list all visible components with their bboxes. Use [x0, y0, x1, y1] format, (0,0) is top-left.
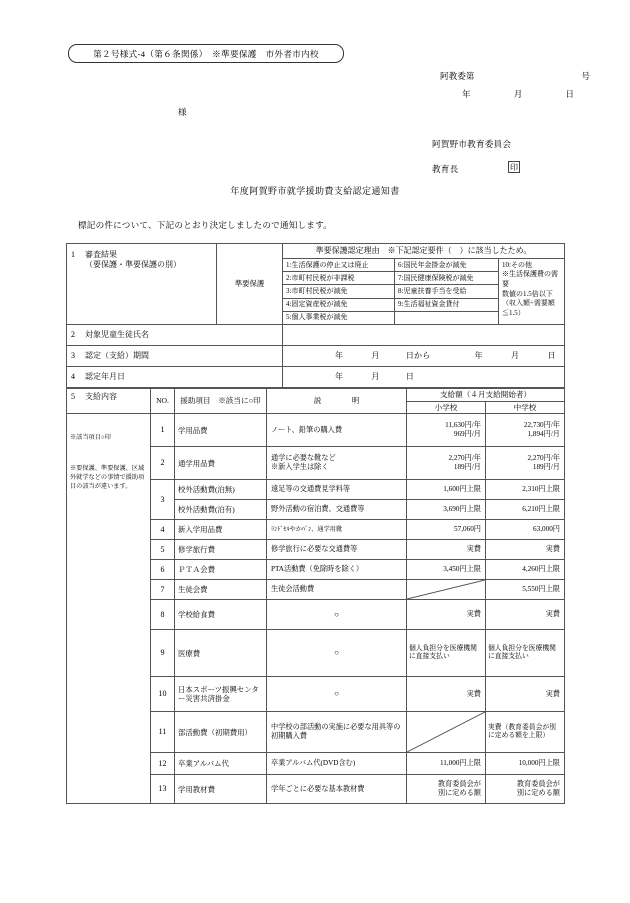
row-description: 遠足等の交通費見学料等 — [267, 480, 407, 500]
period-to-day: 日 — [547, 350, 556, 360]
row-junior: 実費 — [486, 677, 565, 712]
document-date-year: 年 — [462, 89, 471, 99]
row-item: 校外活動費(泊有) — [175, 500, 267, 520]
student-name-label: 対象児童生徒氏名 — [85, 329, 149, 339]
row-elementary: 11,630円/年 969円/月 — [407, 414, 486, 447]
review-result-value: 準要保護 — [217, 244, 283, 325]
row-no: 6 — [151, 560, 175, 580]
row-description: 通学に必要な靴など ※新入学生は除く — [267, 447, 407, 480]
row-junior: 個人負担分を医療機関に直接支払い — [486, 630, 565, 677]
reason-other-line: 10:その他 — [502, 260, 532, 269]
row-mark[interactable]: ○ — [267, 630, 407, 677]
row-junior: 5,550円上限 — [486, 580, 565, 600]
row-elementary-not-applicable — [407, 712, 486, 753]
row-elementary: 11,000円上限 — [407, 753, 486, 775]
row-junior: 63,000円 — [486, 520, 565, 540]
document-number-suffix: 号 — [581, 71, 590, 81]
row-item: ＰＴＡ会費 — [175, 560, 267, 580]
seal-stamp-icon: 印 — [510, 163, 518, 172]
row-description: 生徒会活動費 — [267, 580, 407, 600]
reason-item: 4:固定資産税が減免 — [283, 298, 395, 311]
row-description: 学年ごとに必要な基本教材費 — [267, 775, 407, 804]
row-item: 生徒会費 — [175, 580, 267, 600]
row-elementary: 実費 — [407, 600, 486, 630]
row-junior: 6,210円上限 — [486, 500, 565, 520]
row-no: 7 — [151, 580, 175, 600]
period-from-year: 年 — [335, 350, 344, 360]
row-description: ノート、鉛筆の購入費 — [267, 414, 407, 447]
diagonal-slash-icon — [407, 580, 485, 599]
row-junior: 2,310円上限 — [486, 480, 565, 500]
student-name-value[interactable] — [283, 324, 565, 345]
row-mark[interactable]: ○ — [267, 600, 407, 630]
approval-date-day: 日 — [405, 371, 415, 381]
addressee-honorific: 様 — [178, 107, 187, 117]
header-elementary: 小学校 — [407, 401, 486, 414]
row-elementary: 2,270円/年 189円/月 — [407, 447, 486, 480]
reason-item: 9:生活福祉資金貸付 — [395, 298, 499, 311]
review-result-label-cell — [67, 244, 217, 325]
row-junior: 4,260円上限 — [486, 560, 565, 580]
section-index: 5 — [71, 392, 75, 401]
approval-date-label: 認定年月日 — [85, 371, 125, 381]
row-junior: 実費 — [486, 540, 565, 560]
row-no: 13 — [151, 775, 175, 804]
period-to-month: 月 — [511, 350, 520, 360]
row-item: 校外活動費(泊無) — [175, 480, 267, 500]
issuer-title: 教育長 — [432, 164, 459, 174]
side-note: ※要保護、準要保護、区域外就学などの事情で援助項目の該当が違います。 — [70, 465, 145, 491]
section-label-cell — [67, 389, 151, 414]
period-from-month: 月 — [371, 350, 380, 360]
row-description: ﾗﾝﾄﾞｾﾙやかﾊﾞﾝ、通学用靴 — [267, 520, 407, 540]
header-amount: 支給額（４月支給開始者） — [407, 389, 565, 402]
row-no: 3 — [151, 480, 175, 520]
approval-date-value-cell[interactable] — [283, 366, 565, 387]
page-title: 年度阿賀野市就学援助費支給認定通知書 — [230, 186, 400, 196]
row-elementary: 実費 — [407, 677, 486, 712]
period-to-year: 年 — [474, 350, 483, 360]
row-description: 修学旅行に必要な交通費等 — [267, 540, 407, 560]
row-no: 11 — [151, 712, 175, 753]
row-junior: 教育委員会が 別に定める額 — [486, 775, 565, 804]
row-no: 1 — [151, 414, 175, 447]
row-index-1: 1 — [71, 250, 75, 259]
row-no: 8 — [151, 600, 175, 630]
row-elementary: 教育委員会が 別に定める額 — [407, 775, 486, 804]
reason-other-cell — [499, 259, 565, 324]
row-no: 2 — [151, 447, 175, 480]
row-elementary-not-applicable — [407, 580, 486, 600]
row-elementary: 3,450円上限 — [407, 560, 486, 580]
reason-other-line: ※生活保護費の需要 — [502, 270, 558, 289]
reason-item: 2:市町村民税が非課税 — [283, 272, 395, 285]
row-junior: 22,730円/年 1,894円/月 — [486, 414, 565, 447]
approval-date-year: 年 — [335, 371, 344, 381]
header-no: NO. — [151, 389, 175, 414]
form-number-box — [68, 44, 344, 63]
row-index-4: 4 — [71, 371, 75, 381]
period-from-day: 日から — [405, 350, 431, 360]
row-no: 10 — [151, 677, 175, 712]
header-junior: 中学校 — [486, 401, 565, 414]
reason-other-line: （収入額÷需要額≦1.5） — [502, 299, 555, 318]
row-no: 12 — [151, 753, 175, 775]
reason-item: 6:国民年金掛金が減免 — [395, 259, 499, 272]
reason-item: 8:児童扶養手当を受給 — [395, 285, 499, 298]
row-item: 日本スポーツ振興センター災害共済掛金 — [175, 677, 267, 712]
table-row — [67, 324, 565, 345]
header-description: 説 明 — [267, 389, 407, 414]
row-item: 卒業アルバム代 — [175, 753, 267, 775]
row-description: 中学校の部活動の実施に必要な用具等の初期購入費 — [267, 712, 407, 753]
document-date-month: 月 — [513, 89, 523, 99]
row-mark[interactable]: ○ — [267, 677, 407, 712]
reason-item: 1:生活保護の停止又は廃止 — [283, 259, 395, 272]
row-no: 9 — [151, 630, 175, 677]
reason-other-line: 数値の1.5倍以下 — [502, 289, 553, 298]
lead-sentence: 標記の件について、下記のとおり決定しましたので通知します。 — [78, 220, 332, 230]
row-description: PTA活動費（免除時を除く） — [267, 560, 407, 580]
row-index-2: 2 — [71, 329, 75, 339]
row-junior: 実費 — [486, 600, 565, 630]
row-no: 4 — [151, 520, 175, 540]
row-item: 部活動費（初期費用） — [175, 712, 267, 753]
row-item: 学用教材費 — [175, 775, 267, 804]
row-index-3: 3 — [71, 350, 75, 360]
period-value-cell[interactable] — [283, 345, 565, 366]
table-row — [67, 244, 565, 259]
side-notes-cell — [67, 414, 151, 804]
row-elementary: 実費 — [407, 540, 486, 560]
row-no: 5 — [151, 540, 175, 560]
document-date-line — [462, 88, 574, 100]
table-header-row — [67, 389, 565, 402]
row-item: 修学旅行費 — [175, 540, 267, 560]
row-elementary: 個人負担分を医療機関に直接支払い — [407, 630, 486, 677]
student-name-label-cell — [67, 324, 283, 345]
document-number-label: 阿教委第 — [440, 71, 475, 81]
row-elementary: 57,060円 — [407, 520, 486, 540]
review-result-sublabel: （要保護・準要保護の別） — [85, 260, 181, 270]
diagonal-slash-icon — [407, 712, 485, 752]
row-item: 通学用品費 — [175, 447, 267, 480]
row-description: 卒業アルバム代(DVD含む) — [267, 753, 407, 775]
reason-item: 3:市町村民税が減免 — [283, 285, 395, 298]
form-number-text: 第２号様式-4（第６条関係） ※準要保護 市外者市内校 — [93, 48, 319, 59]
row-elementary: 1,600円上限 — [407, 480, 486, 500]
support-content-table — [66, 388, 565, 804]
reason-item: 7:国民健康保険税が減免 — [395, 272, 499, 285]
approval-date-label-cell — [67, 366, 283, 387]
period-label: 認定（支給）期間 — [85, 350, 149, 360]
side-note: ※該当項目○印 — [70, 434, 111, 442]
reason-item: 5:個人事業税が減免 — [283, 311, 395, 324]
row-junior: 実費（教育委員会が別に定める額を上限） — [486, 712, 565, 753]
row-junior: 2,270円/年 189円/月 — [486, 447, 565, 480]
row-item: 学校給食費 — [175, 600, 267, 630]
header-item: 援助項目 ※該当に○印 — [175, 389, 267, 414]
row-item: 新入学用品費 — [175, 520, 267, 540]
section-label: 支給内容 — [85, 392, 117, 401]
document-number-line — [440, 70, 590, 82]
table-row — [67, 414, 565, 447]
review-result-label: 審査結果 — [85, 250, 117, 259]
row-item: 医療費 — [175, 630, 267, 677]
table-row — [67, 345, 565, 366]
document-date-day: 日 — [565, 89, 574, 99]
decision-summary-table — [66, 243, 565, 388]
reason-header: 準要保護認定理由 ※下記認定要件（ ）に該当したため。 — [283, 244, 565, 259]
row-item: 学用品費 — [175, 414, 267, 447]
row-junior: 10,000円上限 — [486, 753, 565, 775]
row-description: 野外活動の宿泊費、交通費等 — [267, 500, 407, 520]
issuer-organization: 阿賀野市教育委員会 — [432, 139, 512, 149]
reason-item-empty — [395, 311, 499, 324]
approval-date-month: 月 — [371, 371, 380, 381]
table-row — [67, 366, 565, 387]
period-label-cell — [67, 345, 283, 366]
row-elementary: 3,690円上限 — [407, 500, 486, 520]
